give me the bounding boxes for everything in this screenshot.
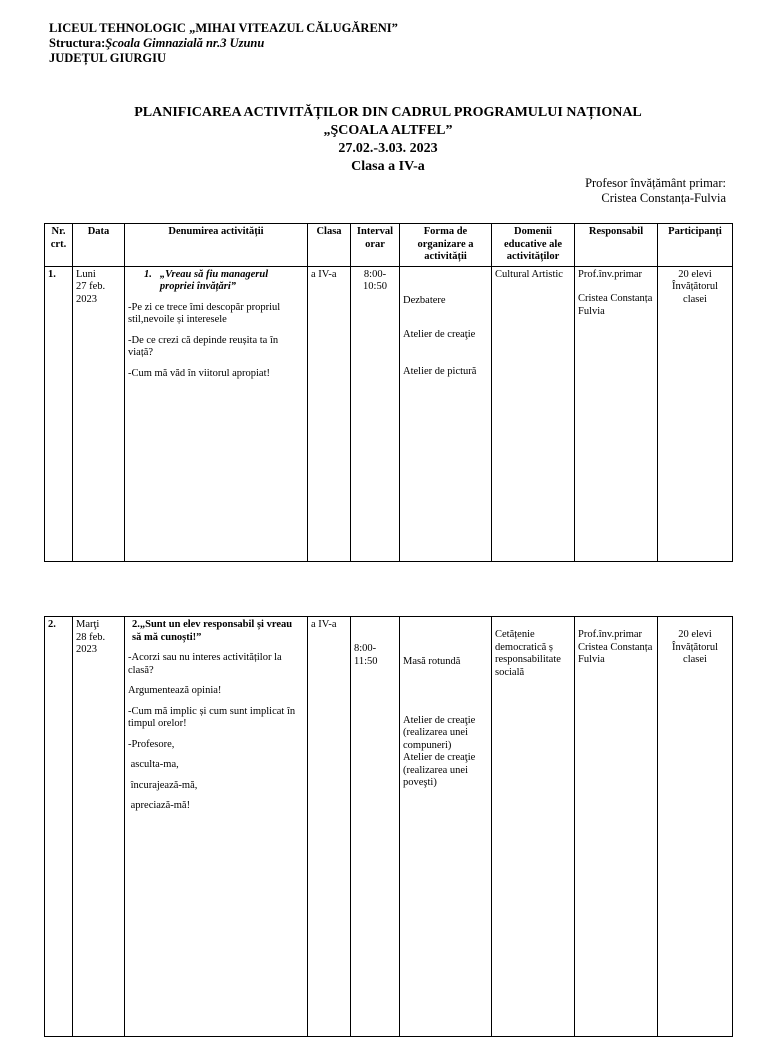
teacher-role: Profesor învățământ primar: — [585, 176, 726, 190]
activities-table — [44, 223, 733, 562]
row1-question-1: -Pe zi ce trece îmi descopăr propriul stil,nevoile și interesele — [128, 301, 281, 325]
title-class: Clasa a IV-a — [351, 159, 425, 174]
row1-date-cell — [73, 266, 125, 561]
row2-activity-title: 2.„Sunt un elev responsabil și vreau să mă cunoști!” — [132, 619, 293, 643]
row1-class: a IV-a — [308, 266, 351, 561]
table-header-row — [45, 224, 733, 267]
header-nr: Nr. crt. — [45, 224, 73, 267]
row1-forma-1: Dezbatere — [403, 294, 446, 306]
county: JUDEȚUL GIURGIU — [49, 51, 167, 65]
row1-forma-3: Atelier de pictură — [403, 365, 477, 377]
row2-question-1: -Acorzi sau nu interes activităților la clasă? — [128, 652, 282, 676]
row2-class: a IV-a — [308, 617, 351, 1037]
teacher-name: Cristea Constanța-Fulvia — [601, 191, 726, 205]
teacher-block — [585, 176, 726, 206]
row2-forma-cell — [400, 617, 492, 1037]
structure-label: Structura: — [49, 36, 106, 50]
row1-title-text: „Vreau să fiu managerul propriei învățări” — [159, 268, 269, 292]
row2-resp-name: Cristea Constanța Fulvia — [578, 641, 653, 665]
row2-participanti-cell — [658, 617, 733, 1037]
activities-table-continued — [44, 616, 733, 1037]
header-forma: Forma de organizare a activității — [400, 224, 492, 267]
row2-nr: 2. — [45, 617, 73, 1037]
row2-activity-cell — [125, 617, 308, 1037]
row1-resp-cell — [575, 266, 658, 561]
row1-forma-2: Atelier de creaţie — [403, 329, 476, 340]
document-header — [49, 21, 398, 66]
row1-nr: 1. — [45, 266, 73, 561]
row2-year: 2023 — [76, 644, 97, 655]
row2-participanti: 20 elevi Învățătorul clasei — [671, 629, 719, 665]
row2-forma-3: Atelier de creaţie (realizarea unei poveşti) — [403, 752, 476, 788]
row1-question-2: -De ce crezi că depinde reușita ta în viață? — [128, 334, 279, 358]
row1-forma-cell — [400, 266, 492, 561]
row1-year: 2023 — [76, 293, 97, 305]
row2-date: 28 feb. — [76, 631, 106, 643]
header-domenii: Domenii educative ale activităților — [492, 224, 575, 267]
row2-question-7: apreciază-mă! — [128, 800, 191, 811]
title-line-1: PLANIFICAREA ACTIVITĂȚILOR DIN CADRUL PROGRAMULUI NAȚIONAL — [134, 105, 642, 120]
row2-date-cell — [73, 617, 125, 1037]
row2-domenii: Cetățenie democratică ș responsabilitate socială — [495, 629, 561, 678]
school-structure — [49, 36, 398, 51]
row2-domenii-cell — [492, 617, 575, 1037]
row1-activity-cell — [125, 266, 308, 561]
row1-domenii: Cultural Artistic — [492, 266, 575, 561]
row2-resp-cell — [575, 617, 658, 1037]
row2-interval-cell — [351, 617, 400, 1037]
header-interval: Interval orar — [351, 224, 400, 267]
row2-forma-1: Masă rotundă — [403, 656, 461, 667]
row2-question-3: -Cum mă implic și cum sunt implicat în timpul orelor! — [128, 705, 296, 729]
row2-resp-role: Prof.înv.primar — [578, 629, 643, 640]
title-line-2: „ŞCOALA ALTFEL” — [323, 123, 453, 138]
row1-activity-title — [128, 269, 304, 294]
row2-interval: 8:00-11:50 — [354, 643, 378, 667]
row1-question-3: -Cum mă văd în viitorul apropiat! — [128, 367, 271, 379]
row1-resp-role: Prof.înv.primar — [578, 268, 643, 280]
school-name: LICEUL TEHNOLOGIC „MIHAI VITEAZUL CĂLUGĂRENI” — [49, 21, 398, 35]
header-responsabil: Responsabil — [575, 224, 658, 267]
row1-title-number: 1. — [144, 268, 152, 280]
row2-question-6: încurajează-mă, — [128, 779, 198, 791]
row2-day: Marţi — [76, 619, 100, 630]
header-clasa: Clasa — [308, 224, 351, 267]
row2-question-4: -Profesore, — [128, 738, 175, 750]
header-data: Data — [73, 224, 125, 267]
row2-question-5: asculta-ma, — [128, 759, 179, 770]
row1-participanti: 20 elevi Învățătorul clasei — [658, 266, 733, 561]
row1-interval: 8:00-10:50 — [351, 266, 400, 561]
row1-date: 27 feb. — [76, 281, 106, 292]
title-dates: 27.02.-3.03. 2023 — [338, 141, 438, 156]
structure-value: Şcoala Gimnazială nr.3 Uzunu — [105, 36, 265, 50]
table-row — [45, 266, 733, 561]
table-row — [45, 617, 733, 1037]
row1-day: Luni — [76, 268, 96, 280]
header-participanti: Participanți — [658, 224, 733, 267]
row2-forma-2: Atelier de creaţie (realizarea unei compuneri) — [403, 714, 476, 751]
row2-question-2: Argumentează opinia! — [128, 685, 222, 696]
header-denumirea: Denumirea activității — [125, 224, 308, 267]
document-title — [0, 104, 768, 176]
row1-resp-name: Cristea Constanța Fulvia — [578, 293, 653, 317]
